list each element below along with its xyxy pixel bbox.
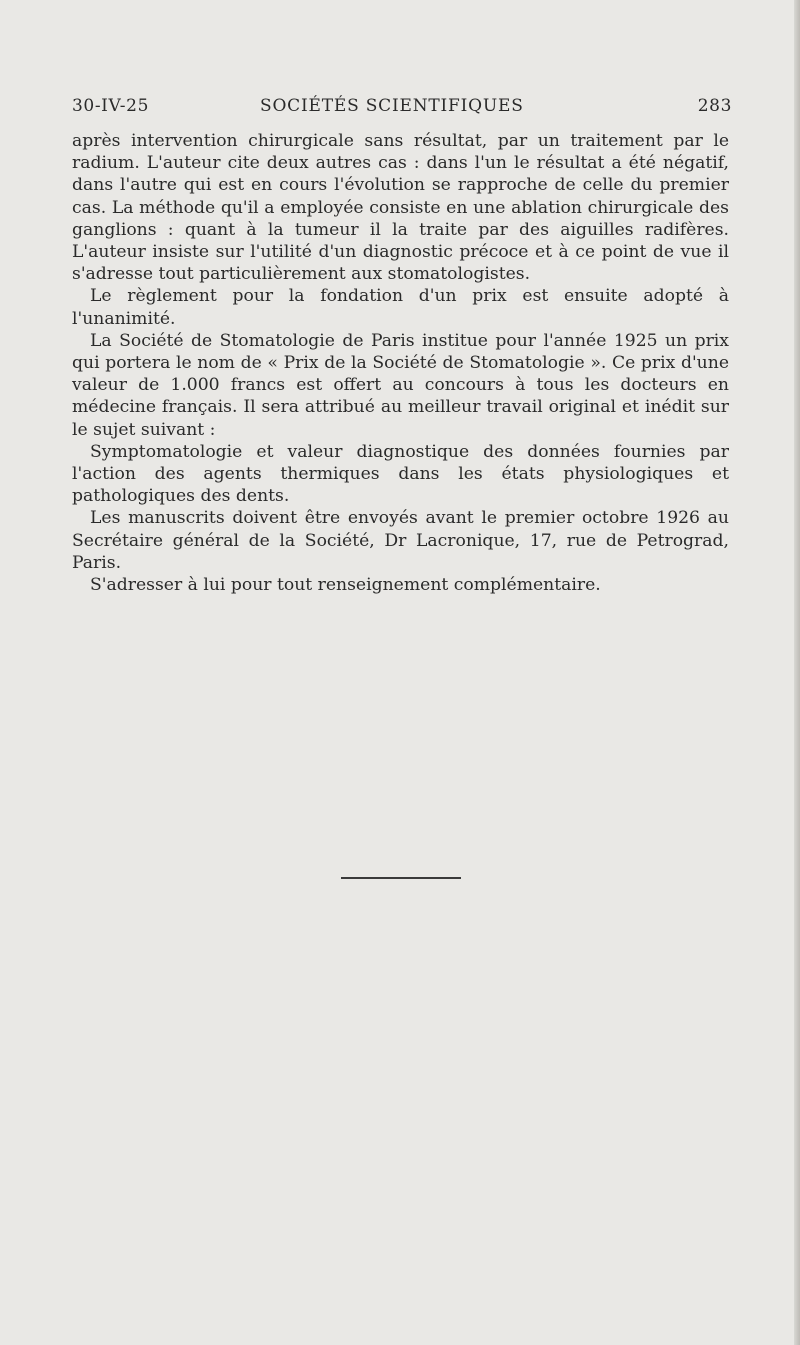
header-title: SOCIÉTÉS SCIENTIFIQUES: [260, 96, 524, 116]
paragraph-continuation: après intervention chirurgicale sans résultat, par un traitement par le radium. L'auteur cite deux autres cas : dans l'un le résultat a été négatif, dans l'autre qui est en cours l'évolution se rapproche de celle du premier cas. La méthode qu'il a employée consiste en une ablation chirurgicale des ganglions : quant à la tumeur il la traite par des aiguilles radifères. L'auteur insiste sur l'utilité d'un diagnostic précoce et à ce point de vue il s'adresse tout particulièrement aux stomatologistes.: [72, 131, 729, 285]
page-edge: [794, 0, 800, 1345]
running-header: [72, 96, 732, 120]
header-date: 30-IV-25: [72, 96, 149, 116]
paragraph-prix: La Société de Stomatologie de Paris institue pour l'année 1925 un prix qui portera le nom de « Prix de la Société de Stomatologie ». Ce prix d'une valeur de 1.000 francs est offert au concours à tous les docteurs en médecine français. Il sera attribué au meilleur travail original et inédit sur le sujet suivant :: [72, 330, 729, 440]
paragraph-sujet: Symptomatologie et valeur diagnostique des données fournies par l'action des agents thermiques dans les états physiologiques et pathologiques des dents.: [72, 441, 729, 507]
paragraph-manuscrits: Les manuscrits doivent être envoyés avant le premier octobre 1926 au Secrétaire général de la Société, Dr Lacronique, 17, rue de Petrograd, Paris.: [72, 508, 729, 573]
section-divider: [341, 877, 461, 879]
paragraph-reglement: Le règlement pour la fondation d'un prix est ensuite adopté à l'unanimité.: [72, 286, 729, 329]
paragraph-adresser: S'adresser à lui pour tout renseignement complémentaire.: [90, 575, 601, 596]
body-text: [72, 130, 729, 596]
page-number: 283: [697, 96, 732, 116]
